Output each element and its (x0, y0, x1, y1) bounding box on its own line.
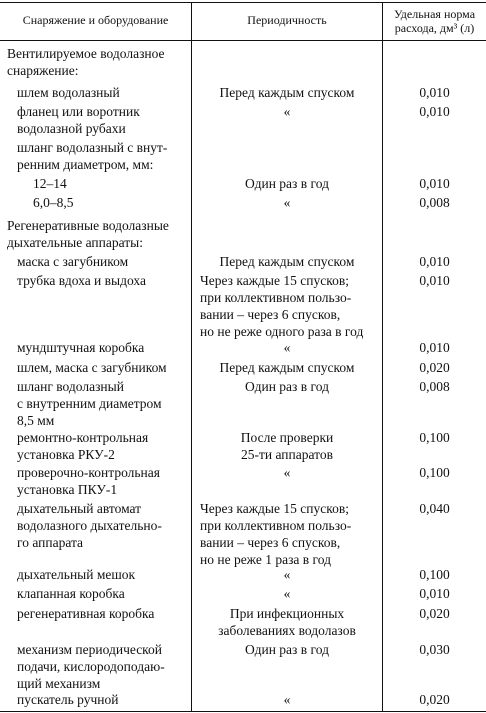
section-title: Регенеративные водолазные дыхательные аппараты: (7, 218, 169, 250)
item-name: мундштучная коробка (17, 340, 145, 355)
header-equipment: Снаряжение и оборудование (22, 13, 169, 27)
item-rate: 0,010 (419, 176, 450, 191)
item-period: Перед каждым спуском (219, 85, 355, 100)
item-rate: 0,040 (419, 501, 450, 516)
header-rate: Удельная норма расхода, дм³ (л) (393, 7, 476, 35)
item-name: шлем водолазный (17, 85, 120, 100)
item-period: Через каждые 15 спусков; при коллективном пользо- вании – через 6 спусков, но не реже 1 раза в год (200, 501, 352, 567)
item-rate: 0,010 (419, 254, 450, 269)
item-name: ремонтно-контрольная установка РКУ-2 (17, 430, 149, 462)
item-rate: 0,030 (419, 642, 450, 657)
item-rate: 0,100 (419, 567, 450, 582)
item-period: Один раз в год (245, 176, 329, 191)
item-period: Один раз в год (245, 379, 329, 394)
item-name: шланг водолазный с внутренним диаметром 8,5 мм (17, 379, 162, 428)
item-name: маска с загубником (17, 254, 129, 269)
section-title: Вентилируемое водолазное снаряжение: (7, 46, 165, 78)
table-top-rule (0, 2, 486, 3)
item-name: трубка вдоха и выдоха (17, 273, 146, 288)
item-rate: 0,010 (419, 85, 450, 100)
item-rate: 0,010 (419, 586, 450, 601)
item-name: шлем, маска с загубником (17, 360, 167, 375)
item-name: регенеративная коробка (17, 606, 155, 621)
header-periodicity: Периодичность (247, 13, 327, 27)
item-name: дыхательный мешок (17, 567, 136, 582)
item-name: проверочно-контрольная установка ПКУ-1 (17, 465, 160, 497)
item-name: 12–14 (33, 176, 67, 191)
item-rate: 0,008 (419, 379, 450, 394)
item-rate: 0,010 (419, 273, 450, 288)
item-rate: 0,020 (419, 360, 450, 375)
item-rate: 0,100 (419, 430, 450, 445)
item-rate: 0,010 (419, 340, 450, 355)
item-period: Перед каждым спуском (219, 360, 355, 375)
item-period: После проверки 25-ти аппаратов (240, 430, 334, 462)
item-name: шланг водолазный с внут- ренним диаметром, мм: (17, 140, 168, 172)
item-name: клапанная коробка (17, 586, 125, 601)
item-name: пускатель ручной (17, 692, 119, 707)
header-bottom-rule (0, 40, 486, 41)
item-name: 6,0–8,5 (33, 195, 74, 210)
item-period: « (283, 465, 291, 480)
item-period: « (283, 340, 291, 355)
item-rate: 0,020 (419, 692, 450, 707)
item-rate: 0,010 (419, 104, 450, 119)
item-period: « (283, 567, 291, 582)
item-period: « (283, 586, 291, 601)
item-rate: 0,100 (419, 465, 450, 480)
item-name: фланец или воротник водолазной рубахи (17, 104, 140, 136)
item-period: При инфекционных заболеваниях водолазов (218, 606, 356, 638)
item-period: « (283, 692, 291, 707)
item-name: механизм периодической подачи, кислородоподаю- щий механизм (17, 642, 165, 691)
item-rate: 0,008 (419, 195, 450, 210)
item-name: дыхательный автомат водолазного дыхательно- го аппарата (17, 501, 162, 550)
item-rate: 0,020 (419, 606, 450, 621)
table-bottom-rule (0, 711, 486, 712)
item-period: Один раз в год (245, 642, 329, 657)
item-period: « (283, 195, 291, 210)
item-period: « (283, 104, 291, 119)
item-period: Перед каждым спуском (219, 254, 355, 269)
item-period: Через каждые 15 спусков; при коллективном пользо- вании – через 6 спусков, но не реже одного раза в год (200, 273, 364, 339)
